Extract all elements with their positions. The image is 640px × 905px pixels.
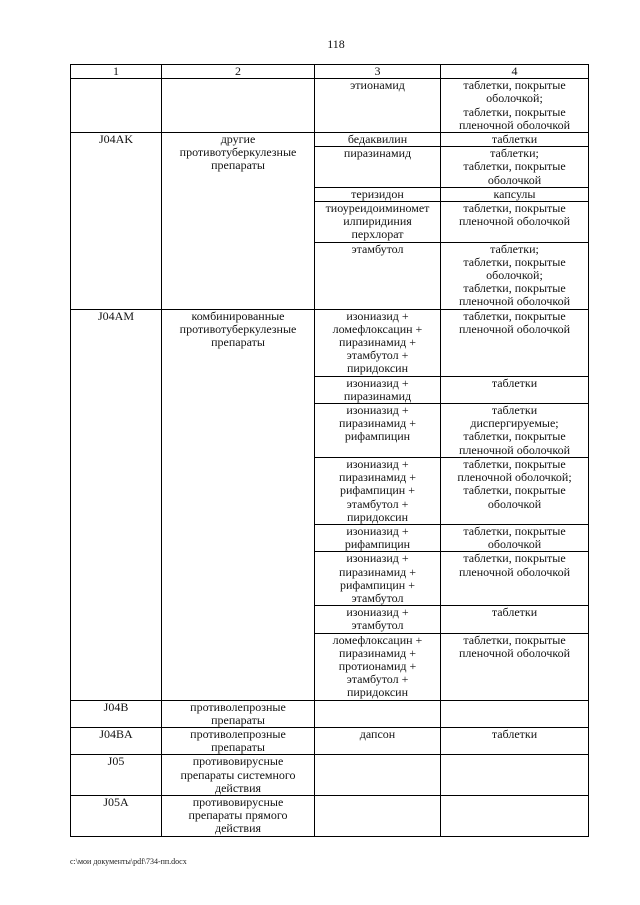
dosage-form-cell: таблетки, покрытые оболочкой bbox=[441, 524, 589, 551]
code-cell: J05A bbox=[71, 795, 162, 836]
code-cell: J04AK bbox=[71, 133, 162, 310]
table-row bbox=[71, 79, 589, 133]
group-name-cell: другие противотуберкулезные препараты bbox=[162, 133, 315, 310]
code-cell: J05 bbox=[71, 755, 162, 796]
drug-cell: бедаквилин bbox=[315, 133, 441, 147]
group-name-cell: противовирусные препараты прямого действия bbox=[162, 795, 315, 836]
drug-cell: дапсон bbox=[315, 727, 441, 754]
drug-cell bbox=[315, 700, 441, 727]
code-cell: J04B bbox=[71, 700, 162, 727]
dosage-form-cell: таблетки bbox=[441, 376, 589, 403]
group-name-cell: противолепрозные препараты bbox=[162, 700, 315, 727]
drug-cell bbox=[315, 795, 441, 836]
table-row bbox=[71, 133, 589, 147]
dosage-form-cell: таблетки bbox=[441, 727, 589, 754]
drug-cell: этамбутол bbox=[315, 242, 441, 309]
dosage-form-cell: таблетки, покрытые оболочкой; таблетки, покрытые пленочной оболочкой bbox=[441, 79, 589, 133]
dosage-form-cell: таблетки, покрытые пленочной оболочкой bbox=[441, 633, 589, 700]
dosage-form-cell: таблетки, покрытые пленочной оболочкой; таблетки, покрытые оболочкой bbox=[441, 457, 589, 524]
drug-cell: тиоуреидоиминомет илпиридиния перхлорат bbox=[315, 202, 441, 243]
table-row bbox=[71, 700, 589, 727]
dosage-form-cell bbox=[441, 795, 589, 836]
table-row bbox=[71, 309, 589, 376]
drug-cell: теризидон bbox=[315, 187, 441, 201]
drug-cell: изониазид + пиразинамид + рифампицин bbox=[315, 404, 441, 458]
dosage-form-cell: таблетки; таблетки, покрытые оболочкой; таблетки, покрытые пленочной оболочкой bbox=[441, 242, 589, 309]
group-name-cell: противовирусные препараты системного действия bbox=[162, 755, 315, 796]
dosage-form-cell: таблетки диспергируемые; таблетки, покрытые пленочной оболочкой bbox=[441, 404, 589, 458]
dosage-form-cell: таблетки; таблетки, покрытые оболочкой bbox=[441, 147, 589, 188]
dosage-form-cell: таблетки, покрытые пленочной оболочкой bbox=[441, 309, 589, 376]
dosage-form-cell bbox=[441, 755, 589, 796]
column-header: 4 bbox=[441, 65, 589, 79]
drug-table bbox=[70, 64, 589, 837]
table-header-row bbox=[71, 65, 589, 79]
column-header: 2 bbox=[162, 65, 315, 79]
drug-cell: изониазид + пиразинамид + рифампицин + этамбутол + пиридоксин bbox=[315, 457, 441, 524]
column-header: 1 bbox=[71, 65, 162, 79]
group-name-cell: противолепрозные препараты bbox=[162, 727, 315, 754]
page-number: 118 bbox=[327, 37, 345, 51]
drug-cell: изониазид + этамбутол bbox=[315, 606, 441, 633]
drug-cell: ломефлоксацин + пиразинамид + протионамид + этамбутол + пиридоксин bbox=[315, 633, 441, 700]
drug-cell bbox=[315, 755, 441, 796]
dosage-form-cell: таблетки, покрытые пленочной оболочкой bbox=[441, 202, 589, 243]
drug-cell: пиразинамид bbox=[315, 147, 441, 188]
drug-cell: изониазид + пиразинамид + рифампицин + этамбутол bbox=[315, 552, 441, 606]
group-name-cell bbox=[162, 79, 315, 133]
footer-file-path: c:\мои документы\pdf\734-пп.docx bbox=[70, 857, 187, 866]
table-row bbox=[71, 727, 589, 754]
table-row bbox=[71, 795, 589, 836]
drug-cell: изониазид + рифампицин bbox=[315, 524, 441, 551]
group-name-cell: комбинированные противотуберкулезные препараты bbox=[162, 309, 315, 700]
column-header: 3 bbox=[315, 65, 441, 79]
dosage-form-cell bbox=[441, 700, 589, 727]
dosage-form-cell: капсулы bbox=[441, 187, 589, 201]
drug-cell: изониазид + ломефлоксацин + пиразинамид + этамбутол + пиридоксин bbox=[315, 309, 441, 376]
dosage-form-cell: таблетки bbox=[441, 606, 589, 633]
dosage-form-cell: таблетки bbox=[441, 133, 589, 147]
table-row bbox=[71, 755, 589, 796]
code-cell: J04AM bbox=[71, 309, 162, 700]
code-cell bbox=[71, 79, 162, 133]
drug-cell: этионамид bbox=[315, 79, 441, 133]
dosage-form-cell: таблетки, покрытые пленочной оболочкой bbox=[441, 552, 589, 606]
code-cell: J04BA bbox=[71, 727, 162, 754]
drug-cell: изониазид + пиразинамид bbox=[315, 376, 441, 403]
